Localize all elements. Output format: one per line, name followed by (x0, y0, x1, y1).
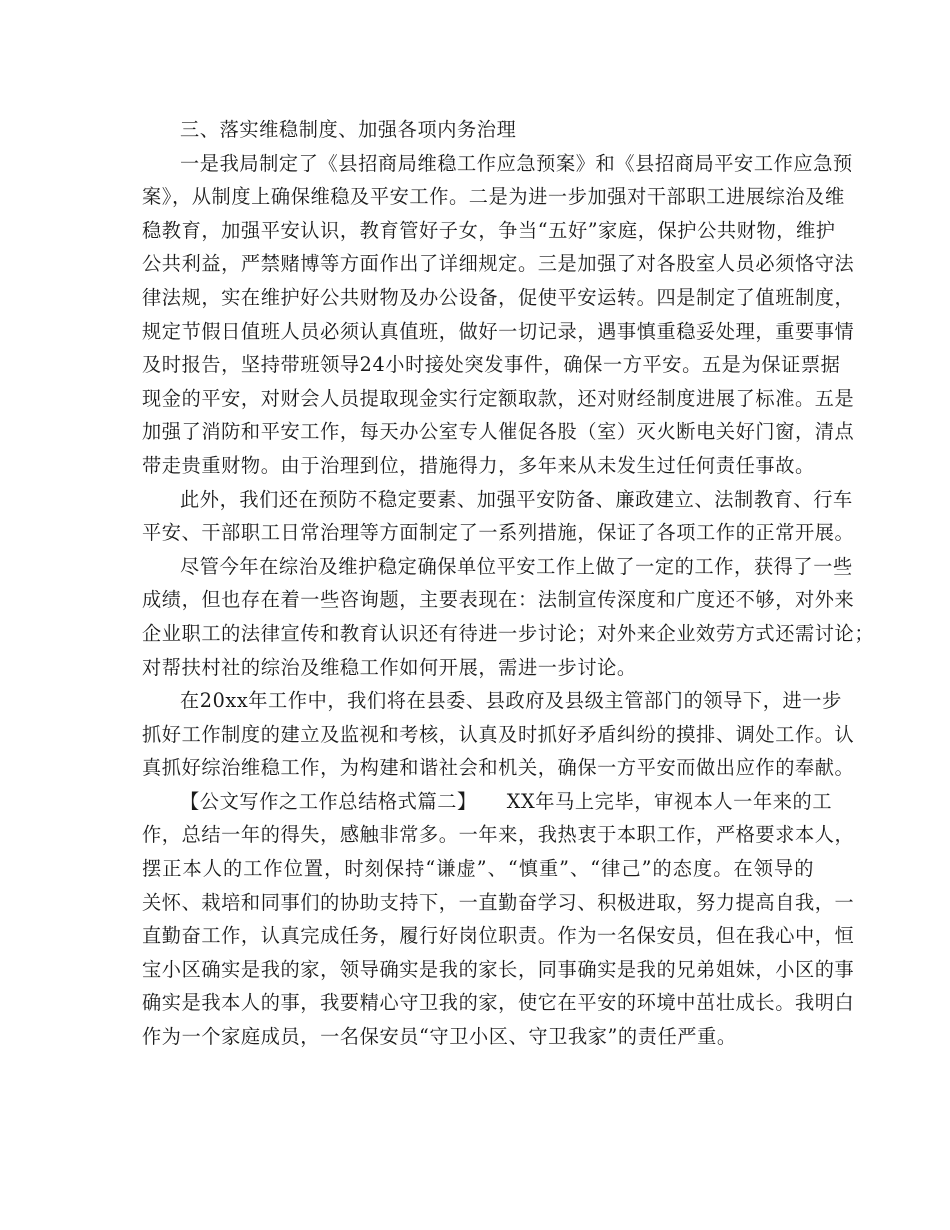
paragraph-line: 律法规，实在维护好公共财物及办公设备，促使平安运转。四是制定了值班制度， (142, 285, 855, 309)
paragraph-line: 公共利益，严禁赌博等方面作出了详细规定。三是加强了对各股室人员必须恪守法 (142, 252, 855, 276)
paragraph-line: 此外，我们还在预防不稳定要素、加强平安防备、廉政建立、法制教育、行车 (180, 487, 853, 511)
paragraph-line: 案》，从制度上确保维稳及平安工作。二是为进一步加强对干部职工进展综治及维 (142, 185, 845, 209)
paragraph-line: 尽管今年在综治及维护稳定确保单位平安工作上做了一定的工作，获得了一些 (180, 554, 853, 578)
paragraph-line: 摆正本人的工作位置，时刻保持“谦虚”、“慎重”、“律己”的态度。在领导的 (142, 857, 814, 881)
paragraph-line: 平安、干部职工日常治理等方面制定了一系列措施，保证了各项工作的正常开展。 (142, 521, 855, 545)
paragraph-line: 真抓好综治维稳工作，为构建和谐社会和机关，确保一方平安而做出应作的奉献。 (142, 756, 855, 780)
paragraph-line: 一是我局制定了《县招商局维稳工作应急预案》和《县招商局平安工作应急预 (180, 151, 853, 175)
document-body (142, 113, 875, 1054)
paragraph-line: 企业职工的法律宣传和教育认识还有待进一步讨论；对外来企业效劳方式还需讨论； (142, 621, 875, 645)
paragraph-line: 宝小区确实是我的家，领导确实是我的家长，同事确实是我的兄弟姐妹，小区的事 (142, 957, 855, 981)
paragraph-line: 在20xx年工作中，我们将在县委、县政府及县级主管部门的领导下，进一步 (180, 689, 842, 713)
paragraph-line: 确实是我本人的事，我要精心守卫我的家，使它在平安的环境中茁壮成长。我明白 (142, 991, 855, 1015)
paragraph-line: 规定节假日值班人员必须认真值班，做好一切记录，遇事慎重稳妥处理，重要事情 (142, 319, 855, 343)
paragraph-line: 对帮扶村社的综治及维稳工作如何开展，需进一步讨论。 (142, 655, 637, 679)
paragraph-line: 及时报告，坚持带班领导24小时接处突发事件，确保一方平安。五是为保证票据 (142, 353, 841, 377)
paragraph-line: 【公文写作之工作总结格式篇二】 XX年马上完毕，审视本人一年来的工 (180, 789, 833, 813)
paragraph-line: 成绩，但也存在着一些咨询题，主要表现在：法制宣传深度和广度还不够，对外来 (142, 588, 855, 612)
paragraph-line: 现金的平安，对财会人员提取现金实行定额取款，还对财经制度进展了标准。五是 (142, 386, 855, 410)
section-heading: 三、落实维稳制度、加强各项内务治理 (180, 118, 517, 141)
paragraph-line: 直勤奋工作，认真完成任务，履行好岗位职责。作为一名保安员，但在我心中，恒 (142, 924, 855, 948)
paragraph-line: 抓好工作制度的建立及监视和考核，认真及时抓好矛盾纠纷的摸排、调处工作。认 (142, 722, 855, 746)
paragraph-line: 加强了消防和平安工作，每天办公室专人催促各股（室）灭火断电关好门窗，清点 (142, 420, 855, 444)
paragraph-line: 作，总结一年的得失，感触非常多。一年来，我热衷于本职工作，严格要求本人， (142, 823, 855, 847)
paragraph-line: 关怀、栽培和同事们的协助支持下，一直勤奋学习、积极进取，努力提高自我，一 (142, 890, 855, 914)
paragraph-line: 稳教育，加强平安认识，教育管好子女，争当“五好”家庭，保护公共财物，维护 (142, 218, 836, 242)
paragraph-line: 作为一个家庭成员，一名保安员“守卫小区、守卫我家”的责任严重。 (142, 1025, 737, 1049)
paragraph-line: 带走贵重财物。由于治理到位，措施得力，多年来从未发生过任何责任事故。 (142, 453, 815, 477)
